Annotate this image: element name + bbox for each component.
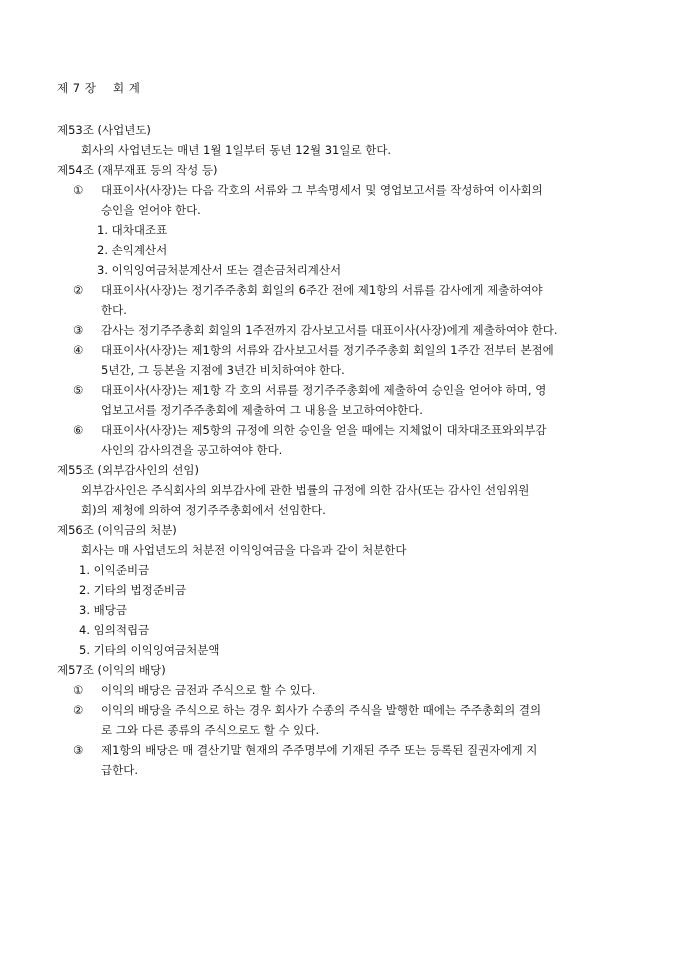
item-marker: ④ — [73, 343, 84, 357]
item-line: 사인의 감사의견을 공고하여야 한다. — [101, 443, 283, 457]
item-marker: ③ — [73, 743, 84, 757]
article-56-sub-5: 5. 기타의 이익잉여금처분액 — [79, 643, 220, 657]
item-line: 이익의 배당은 금전과 주식으로 할 수 있다. — [101, 683, 316, 697]
item-marker: ② — [73, 703, 84, 717]
item-line: 이익의 배당을 주식으로 하는 경우 회사가 수종의 주식을 발행한 때에는 주주총회의 결의 — [101, 703, 542, 717]
article-57-item-3 — [57, 740, 625, 780]
item-line: 대표이사(사장)는 제5항의 규정에 의한 승인을 얻을 때에는 지체없이 대차대조표와외부감 — [101, 423, 547, 437]
article-54-item-5 — [57, 380, 625, 420]
article-54-item-1 — [57, 180, 625, 220]
item-line: 대표이사(사장)는 정기주주총회 회일의 6주간 전에 제1항의 서류를 감사에게 제출하여야 — [101, 283, 543, 297]
item-line: 급한다. — [101, 763, 138, 777]
article-54-sub-3: 3. 이익잉여금처분계산서 또는 결손금처리계산서 — [97, 263, 342, 277]
document-body — [57, 120, 625, 780]
item-line: 로 그와 다른 종류의 주식으로도 할 수 있다. — [101, 723, 320, 737]
item-line: 감사는 정기주주총회 회일의 1주전까지 감사보고서를 대표이사(사장)에게 제출하여야 한다. — [101, 323, 558, 337]
chapter-title: 제 7 장 회 계 — [57, 81, 141, 95]
item-marker: ⑤ — [73, 383, 84, 397]
item-line: 제1항의 배당은 매 결산기말 현재의 주주명부에 기재된 주주 또는 등록된 질권자에게 지 — [101, 743, 538, 757]
item-line: 대표이사(사장)는 다음 각호의 서류와 그 부속명세서 및 영업보고서를 작성하여 이사회의 — [101, 183, 543, 197]
article-53-body: 회사의 사업년도는 매년 1월 1일부터 동년 12월 31일로 한다. — [81, 143, 392, 157]
article-56-body: 회사는 매 사업년도의 처분전 이익잉여금을 다음과 같이 처분한다 — [81, 543, 407, 557]
article-56-heading: 제56조 (이익금의 처분) — [57, 523, 177, 537]
item-line: 대표이사(사장)는 제1항의 서류와 감사보고서를 정기주주총회 회일의 1주간 전부터 본점에 — [101, 343, 554, 357]
item-line: 5년간, 그 등본을 지점에 3년간 비치하여야 한다. — [101, 363, 345, 377]
article-56-sub-1: 1. 이익준비금 — [79, 563, 150, 577]
article-54-item-4 — [57, 340, 625, 380]
article-57-item-1 — [57, 680, 625, 700]
item-marker: ② — [73, 283, 84, 297]
article-56-sub-2: 2. 기타의 법정준비금 — [79, 583, 187, 597]
article-54-heading: 제54조 (재무재표 등의 작성 등) — [57, 163, 218, 177]
item-line: 한다. — [101, 303, 127, 317]
item-line: 승인을 얻어야 한다. — [101, 203, 201, 217]
item-marker: ⑥ — [73, 423, 84, 437]
item-marker: ① — [73, 183, 84, 197]
item-line: 업보고서를 정기주주총회에 제출하여 그 내용을 보고하여야한다. — [101, 403, 423, 417]
item-line: 대표이사(사장)는 제1항 각 호의 서류를 정기주주총회에 제출하여 승인을 얻어야 하며, 영 — [101, 383, 547, 397]
article-57-heading: 제57조 (이익의 배당) — [57, 663, 166, 677]
article-55-line-2: 회)의 제청에 의하여 정기주주총회에서 선임한다. — [81, 503, 326, 517]
item-marker: ③ — [73, 323, 84, 337]
article-56-sub-4: 4. 임의적립금 — [79, 623, 150, 637]
article-57-item-2 — [57, 700, 625, 740]
article-54-item-3 — [57, 320, 625, 340]
article-54-sub-2: 2. 손익계산서 — [97, 243, 168, 257]
article-54-item-6 — [57, 420, 625, 460]
article-54-sub-1: 1. 대차대조표 — [97, 223, 168, 237]
article-53-heading: 제53조 (사업년도) — [57, 123, 151, 137]
article-55-line-1: 외부감사인은 주식회사의 외부감사에 관한 법률의 규정에 의한 감사(또는 감사인 선임위원 — [81, 483, 530, 497]
item-marker: ① — [73, 683, 84, 697]
article-56-sub-3: 3. 배당금 — [79, 603, 127, 617]
article-55-heading: 제55조 (외부감사인의 선임) — [57, 463, 200, 477]
article-54-item-2 — [57, 280, 625, 320]
